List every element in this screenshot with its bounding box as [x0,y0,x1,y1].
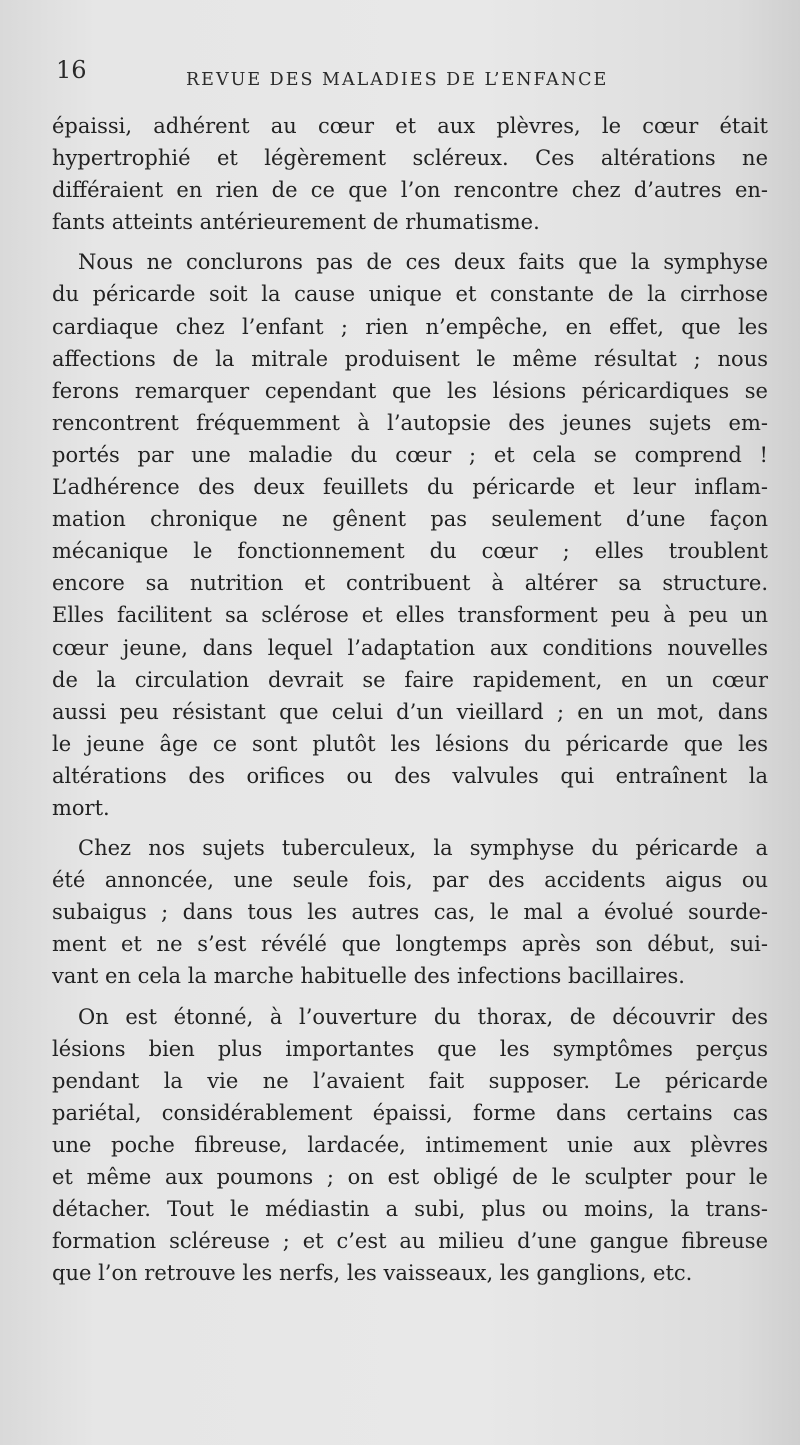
text-line: Nous ne conclurons pas de ces deux faits que la symphyse [78,250,768,275]
text-line: mécanique le fonctionnement du cœur ; elles troublent [52,539,768,564]
text-line: Elles facilitent sa sclérose et elles transforment peu à peu un [52,603,768,628]
text-line: mort. [52,795,110,820]
paragraph-gap [52,993,768,1001]
text-line: lésions bien plus importantes que les symptômes perçus [52,1036,768,1061]
text-line: L’adhérence des deux feuillets du péricarde et leur inflam- [52,475,768,500]
text-line: On est étonné, à l’ouverture du thorax, de découvrir des [78,1004,768,1029]
text-line: altérations des orifices ou des valvules qui entraînent la [52,763,768,788]
text-line: hypertrophié et légèrement scléreux. Ces altérations ne [52,146,768,171]
body-text [52,110,768,1289]
paragraph [52,110,768,238]
paragraph-gap [52,238,768,246]
text-line: aussi peu résistant que celui d’un vieillard ; en un mot, dans [52,699,768,724]
text-line: été annoncée, une seule fois, par des accidents aigus ou [52,868,768,893]
text-line: ferons remarquer cependant que les lésions péricardiques se [52,378,768,403]
text-line: affections de la mitrale produisent le même résultat ; nous [52,346,768,371]
paragraph [52,832,768,992]
text-line: une poche fibreuse, lardacée, intimement unie aux plèvres [52,1132,768,1157]
paragraph [52,1001,768,1290]
text-line: vant en cela la marche habituelle des infections bacillaires. [52,964,685,989]
text-line: de la circulation devrait se faire rapidement, en un cœur [52,667,768,692]
text-line: pariétal, considérablement épaissi, forme dans certains cas [52,1100,768,1125]
text-line: encore sa nutrition et contribuent à altérer sa structure. [52,571,768,596]
text-line: fants atteints antérieurement de rhumatisme. [52,210,540,235]
text-line: détacher. Tout le médiastin a subi, plus ou moins, la trans- [52,1197,768,1222]
text-line: ment et ne s’est révélé que longtemps après son début, sui- [52,932,768,957]
text-line: différaient en rien de ce que l’on rencontre chez d’autres en- [52,178,768,203]
text-line: que l’on retrouve les nerfs, les vaisseaux, les ganglions, etc. [52,1261,693,1286]
page-number: 16 [56,56,87,84]
text-line: formation scléreuse ; et c’est au milieu d’une gangue fibreuse [52,1229,768,1254]
paragraph-gap [52,824,768,832]
text-line: du péricarde soit la cause unique et constante de la cirrhose [52,282,768,307]
journal-title: REVUE DES MALADIES DE L’ENFANCE [186,70,609,90]
text-line: cardiaque chez l’enfant ; rien n’empêche, en effet, que les [52,314,768,339]
text-line: Chez nos sujets tuberculeux, la symphyse du péricarde a [78,836,768,861]
text-line: mation chronique ne gênent pas seulement d’une façon [52,507,768,532]
text-line: cœur jeune, dans lequel l’adaptation aux conditions nouvelles [52,635,768,660]
text-line: épaissi, adhérent au cœur et aux plèvres, le cœur était [52,114,768,138]
text-line: subaigus ; dans tous les autres cas, le mal a évolué sourde- [52,900,768,925]
text-line: rencontrent fréquemment à l’autopsie des jeunes sujets em- [52,410,768,435]
text-line: portés par une maladie du cœur ; et cela se comprend ! [52,442,768,467]
text-line: le jeune âge ce sont plutôt les lésions du péricarde que les [52,731,768,756]
text-line: et même aux poumons ; on est obligé de le sculpter pour le [52,1165,768,1189]
running-header [56,56,746,96]
paragraph [52,246,768,824]
text-line: pendant la vie ne l’avaient fait supposer. Le péricarde [52,1068,768,1093]
